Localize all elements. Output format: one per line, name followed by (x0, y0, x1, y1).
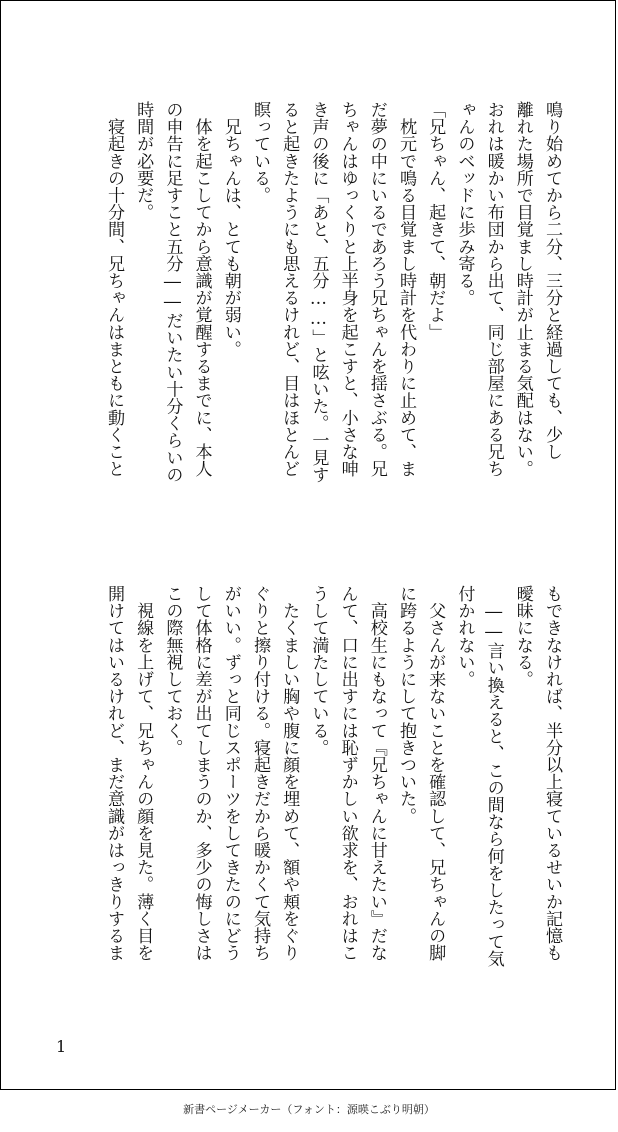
text-column-bottom (99, 585, 566, 1045)
text-line: 高校生にもなって『兄ちゃんに甘えたい』だな (366, 585, 387, 962)
text-line: に跨るようにして抱きついた。 (396, 585, 417, 825)
text-line: 体を起こしてから意識が覚醒するまでに、本人 (191, 101, 212, 478)
footer-caption: 新書ページメーカー（フォント：源暎こぶり明朝） (183, 1103, 435, 1116)
text-line: 寝起きの十分間、兄ちゃんはまともに動くこと (104, 101, 124, 478)
text-line: 父さんが来ないことを確認して、兄ちゃんの脚 (425, 585, 446, 962)
text-line: ぐりと擦り付ける。寝起きだから暖かくて気持ち (250, 585, 271, 962)
text-line: き声の後に「あと、五分……」と呟いた。一見す (308, 101, 329, 483)
text-line: んて、口に出すには恥ずかしい欲求を、おれはこ (337, 585, 358, 962)
text-line: ちゃんはゆっくりと上半身を起こすと、小さな呻 (337, 101, 358, 478)
text-line: 離れた場所で目覚まし時計が止まる気配はない。 (512, 101, 533, 478)
text-line: たくましい胸や腹に顔を埋めて、額や頬をぐり (279, 585, 300, 962)
text-line: もできなければ、半分以上寝ているせいか記憶も (542, 585, 563, 962)
text-line: 瞑っている。 (250, 101, 271, 204)
text-line: 枕元で鳴る目覚まし時計を代わりに止めて、ま (396, 101, 417, 478)
text-line: ゃんのベッドに歩み寄る。 (454, 101, 475, 307)
page-number: 1 (56, 1037, 67, 1056)
text-line: 「兄ちゃん、起きて、朝だよ」 (425, 101, 446, 341)
text-line: 時間が必要だ。 (133, 101, 154, 221)
text-line: がいい。ずっと同じスポーツをしてきたのにどう (220, 585, 241, 962)
text-line: 視線を上げて、兄ちゃんの顔を見た。薄く目を (133, 585, 154, 962)
text-line: この際無視しておく。 (162, 585, 183, 756)
text-line: して体格に差が出てしまうのか、多少の悔しさは (191, 585, 212, 962)
text-line: だ夢の中にいるであろう兄ちゃんを揺さぶる。兄 (366, 101, 387, 478)
text-line: の申告に足すこと五分――だいたい十分くらいの (162, 101, 183, 483)
text-line: うして満たしている。 (308, 585, 329, 756)
text-line: おれは暖かい布団から出て、同じ部屋にある兄ち (483, 101, 504, 478)
text-line: 付かれない。 (454, 585, 475, 688)
text-line: 開けてはいるけれど、まだ意識がはっきりするま (104, 585, 124, 962)
text-line: 曖昧になる。 (512, 585, 533, 688)
text-line: 鳴り始めてから二分、三分と経過しても、少し (542, 101, 563, 461)
text-line: ると起きたようにも思えるけれど、目はほとんど (279, 101, 300, 478)
text-line: 兄ちゃんは、とても朝が弱い。 (220, 101, 241, 358)
text-column-top (99, 101, 566, 561)
text-line: ――言い換えると、この間なら何をしたって気 (483, 585, 504, 967)
